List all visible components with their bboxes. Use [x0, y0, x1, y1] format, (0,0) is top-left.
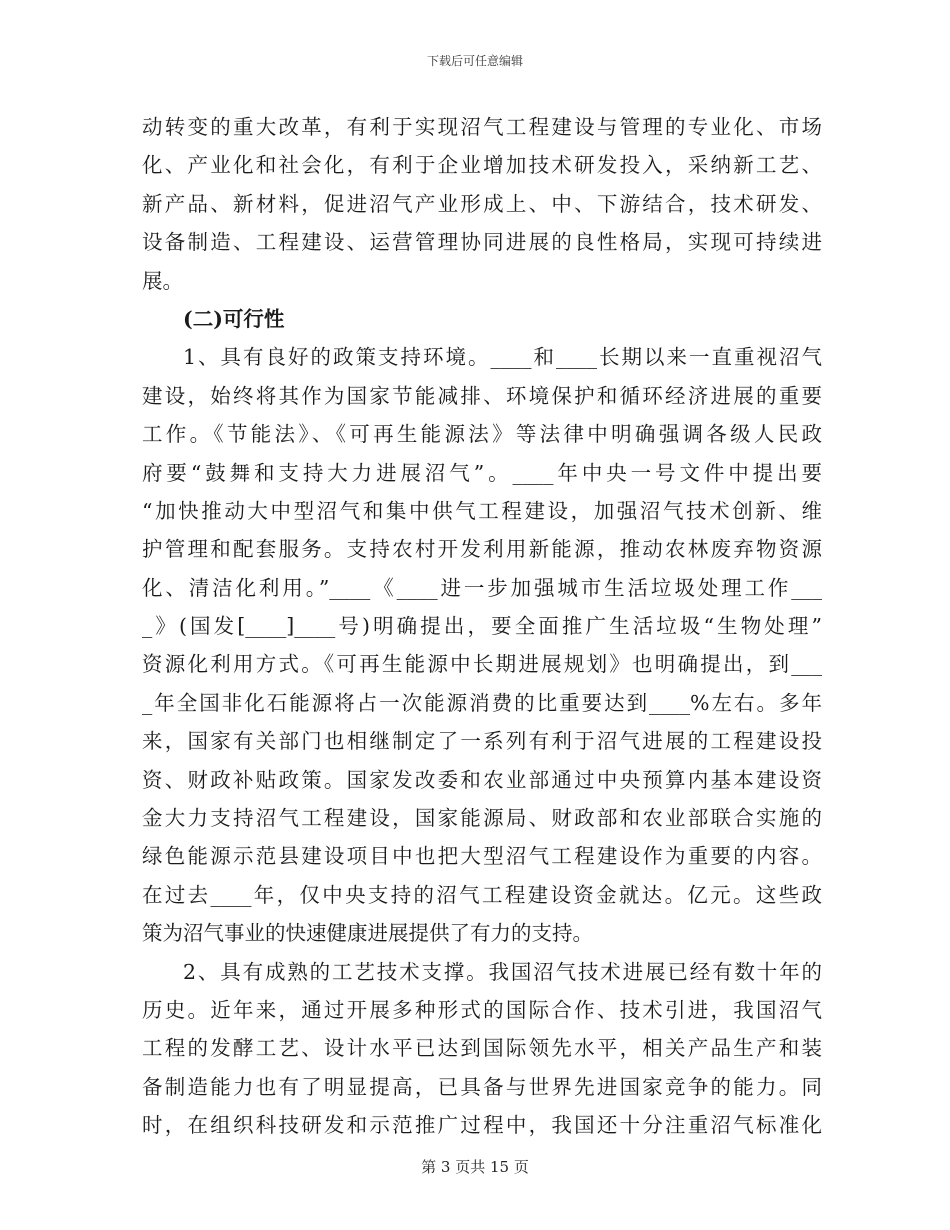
text-line: 建设，始终将其作为国家节能减排、环境保护和循环经济进展的重要: [142, 383, 822, 408]
text-line: 新产品、新材料，促进沼气产业形成上、中、下游结合，技术研发、: [142, 191, 822, 216]
text-line: 护管理和配套服务。支持农村开发利用新能源，推动农林废弃物资源: [142, 537, 822, 562]
page-header: 下载后可任意编辑: [426, 54, 523, 68]
text-line: 历史。近年来，通过开展多种形式的国际合作、技术引进，我国沼气: [142, 997, 822, 1022]
text-line: “加快推动大中型沼气和集中供气工程建设，加强沼气技术创新、维: [142, 498, 822, 523]
text-line: 工作。《节能法》、《可再生能源法》等法律中明确强调各级人民政: [142, 422, 822, 447]
text-line: 府要“鼓舞和支持大力进展沼气”。____年中央一号文件中提出要: [142, 460, 822, 485]
text-line: _年全国非化石能源将占一次能源消费的比重要达到____%左右。多年: [142, 690, 822, 715]
text-line: 资、财政补贴政策。国家发改委和农业部通过中央预算内基本建设资: [142, 767, 822, 792]
text-line: 绿色能源示范县建设项目中也把大型沼气工程建设作为重要的内容。: [142, 844, 822, 869]
section-heading: (二)可行性: [183, 306, 285, 331]
text-line: 来，国家有关部门也相继制定了一系列有利于沼气进展的工程建设投: [142, 729, 822, 754]
text-line: 金大力支持沼气工程建设，国家能源局、财政部和农业部联合实施的: [142, 806, 822, 831]
text-line: 化、产业化和社会化，有利于企业增加技术研发投入，采纳新工艺、: [142, 153, 822, 178]
page-number: 第 3 页共 15 页: [421, 1158, 529, 1176]
text-line: 工程的发酵工艺、设计水平已达到国际领先水平，相关产品生产和装: [142, 1036, 822, 1061]
text-line: 展。: [142, 268, 183, 293]
text-line: 动转变的重大改革，有利于实现沼气工程建设与管理的专业化、市场: [142, 115, 822, 139]
text-line: 1、具有良好的政策支持环境。____和____长期以来一直重视沼气: [183, 345, 822, 370]
text-line: 策为沼气事业的快速健康进展提供了有力的支持。: [142, 921, 593, 946]
text-line: 备制造能力也有了明显提高，已具备与世界先进国家竞争的能力。同: [142, 1074, 822, 1099]
text-line: 化、清洁化利用。”____《____进一步加强城市生活垃圾处理工作___: [142, 575, 822, 600]
text-line: 设备制造、工程建设、运营管理协同进展的良性格局，实现可持续进: [142, 230, 822, 255]
text-line: 资源化利用方式。《可再生能源中长期进展规划》也明确提出，到___: [142, 652, 822, 677]
document-body: [142, 108, 822, 1145]
text-line: _》(国发[____]____号)明确提出，要全面推广生活垃圾“生物处理”: [142, 614, 822, 639]
text-line: 时，在组织科技研发和示范推广过程中，我国还十分注重沼气标准化: [142, 1113, 822, 1138]
text-line: 2、具有成熟的工艺技术支撑。我国沼气技术进展已经有数十年的: [183, 959, 822, 984]
text-line: 在过去____年，仅中央支持的沼气工程建设资金就达。亿元。这些政: [142, 882, 822, 907]
